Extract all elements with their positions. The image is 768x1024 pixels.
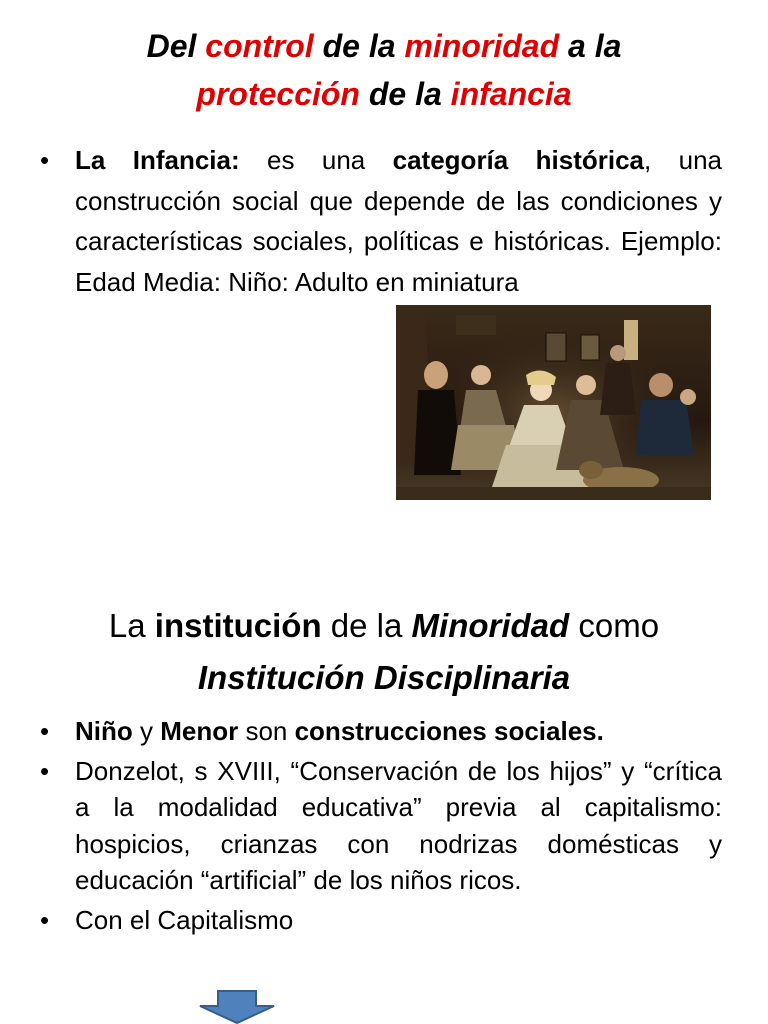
title-part: de la — [359, 76, 451, 112]
title-part: como — [569, 607, 660, 644]
text: Con el Capitalismo — [75, 904, 294, 935]
list-item — [40, 902, 722, 939]
title-highlight-proteccion: protección — [196, 76, 360, 112]
bold-term: La Infancia: — [75, 145, 240, 175]
text: , una construcción social que depende de las condiciones y características sociales, políticas e históricas. Ejemplo: Edad Media: Niño: Adulto en miniatura — [75, 145, 722, 297]
bullet-dot: • — [40, 755, 50, 786]
text: es una — [239, 145, 393, 175]
bullet-dot: • — [40, 145, 50, 175]
bullet-list-infancia — [40, 140, 722, 302]
bold-term: Niño — [75, 716, 133, 746]
down-arrow-icon — [198, 990, 276, 1024]
title-part: a la — [559, 28, 622, 64]
title-highlight-infancia: infancia — [450, 76, 572, 112]
list-item — [40, 753, 722, 899]
title-part: La — [108, 607, 155, 644]
bold-term: construcciones sociales. — [294, 716, 604, 746]
list-item — [40, 140, 722, 302]
title-highlight-minoridad: minoridad — [404, 28, 560, 64]
title-bold-italic-disciplinaria: Institución Disciplinaria — [197, 659, 571, 696]
section-title — [0, 600, 768, 704]
bullet-dot: • — [40, 716, 50, 746]
title-bold-italic-minoridad: Minoridad — [411, 607, 570, 644]
bold-term: Menor — [160, 716, 239, 746]
bold-term: categoría histórica — [392, 145, 644, 175]
main-title — [0, 22, 768, 118]
text: Donzelot, s XVIII, “Conservación de los hijos” y “crítica a la modalidad educativa” previa al capitalismo: hospicios, crianzas con nodrizas domésticas y educación “artificial” de los niños ricos. — [75, 755, 722, 895]
text: y — [132, 716, 161, 746]
text: son — [238, 716, 295, 746]
title-bold-institucion: institución — [154, 607, 322, 644]
title-part: Del — [146, 28, 206, 64]
list-item — [40, 713, 722, 750]
bullet-dot: • — [40, 904, 50, 935]
title-highlight-control: control — [205, 28, 314, 64]
bullet-list-minoridad — [40, 713, 722, 941]
title-part: de la — [313, 28, 405, 64]
las-meninas-painting — [396, 305, 711, 500]
title-part: de la — [321, 607, 412, 644]
